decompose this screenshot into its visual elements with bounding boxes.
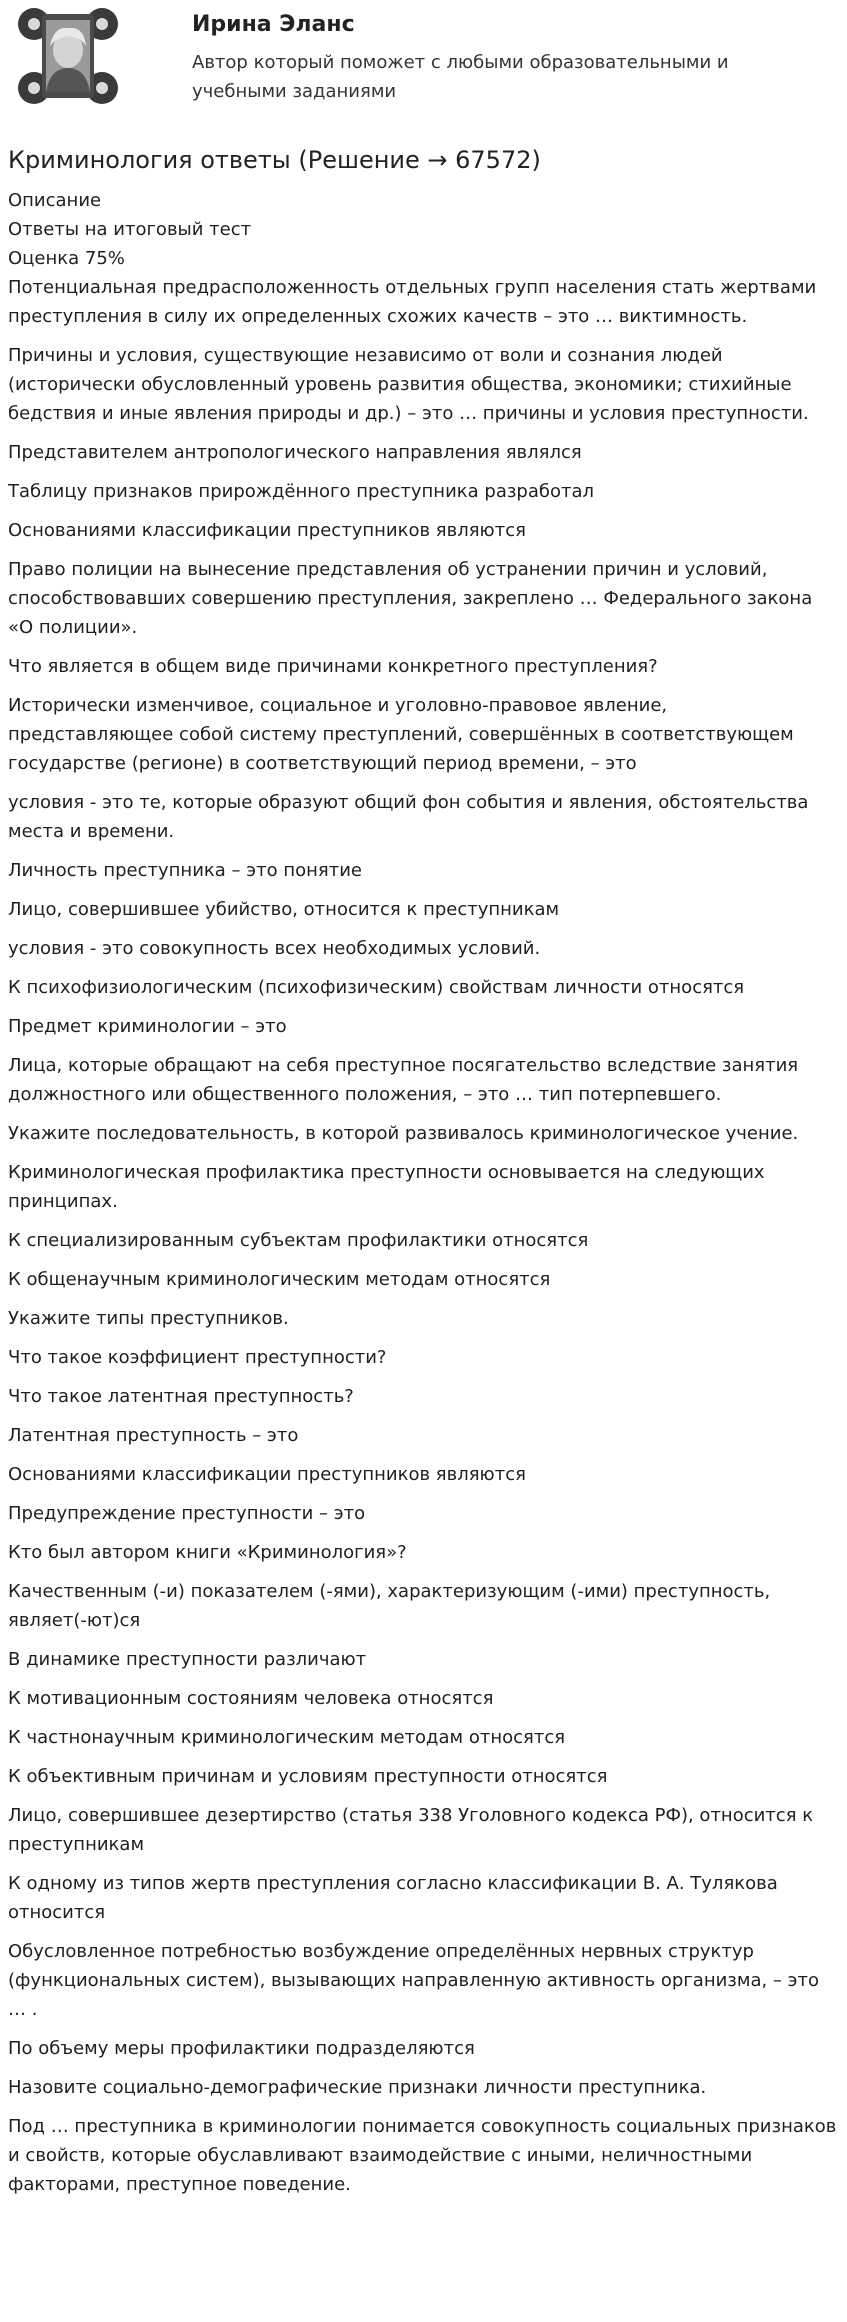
question-item: По объему меры профилактики подразделяются <box>8 2038 475 2059</box>
grade: Оценка 75% <box>8 248 125 269</box>
question-item: Качественным (-и) показателем (-ями), характеризующим (-ими) преступность, являет(-ют)ся <box>8 1581 771 1631</box>
question-item: Лица, которые обращают на себя преступное посягательство вследствие занятия должностного или общественного положения, – это … тип потерпевшего. <box>8 1055 799 1105</box>
author-card <box>8 0 839 140</box>
question-item: Основаниями классификации преступников являются <box>8 520 526 541</box>
question-item: Личность преступника – это понятие <box>8 860 362 881</box>
question-item: Кто был автором книги «Криминология»? <box>8 1542 407 1563</box>
question-item: К общенаучным криминологическим методам относятся <box>8 1269 551 1290</box>
question-item: К мотивационным состояниям человека относятся <box>8 1688 494 1709</box>
question-item: В динамике преступности различают <box>8 1649 367 1670</box>
question-item: Обусловленное потребностью возбуждение определённых нервных структур (функциональных систем), вызывающих направленную активность организма, – это … . <box>8 1941 820 2020</box>
question-item: К психофизиологическим (психофизическим) свойствам личности относятся <box>8 977 745 998</box>
description-text: Ответы на итоговый тест <box>8 219 252 240</box>
article-content <box>8 186 838 2209</box>
author-name: Ирина Эланс <box>192 12 355 37</box>
question-item: Исторически изменчивое, социальное и уголовно-правовое явление, представляющее собой систему преступлений, совершённых в соответствующем государстве (регионе) в соответствующий период времени, – это <box>8 695 794 774</box>
question-item: Основаниями классификации преступников являются <box>8 1464 526 1485</box>
question-item: Латентная преступность – это <box>8 1425 299 1446</box>
question-item: Укажите последовательность, в которой развивалось криминологическое учение. <box>8 1123 799 1144</box>
question-item: К специализированным субъектам профилактики относятся <box>8 1230 589 1251</box>
description-label: Описание <box>8 190 102 211</box>
question-item: Что такое латентная преступность? <box>8 1386 354 1407</box>
question-item: Что такое коэффициент преступности? <box>8 1347 387 1368</box>
question-item: Лицо, совершившее дезертирство (статья 338 Уголовного кодекса РФ), относится к преступникам <box>8 1805 814 1855</box>
question-item: К объективным причинам и условиям преступности относятся <box>8 1766 608 1787</box>
question-item: К частнонаучным криминологическим методам относятся <box>8 1727 566 1748</box>
author-description: Автор который поможет с любыми образовательными и учебными заданиями <box>192 52 729 102</box>
question-item: условия - это совокупность всех необходимых условий. <box>8 938 541 959</box>
question-item: Криминологическая профилактика преступности основывается на следующих принципах. <box>8 1162 765 1212</box>
question-item: Что является в общем виде причинами конкретного преступления? <box>8 656 658 677</box>
question-item: Потенциальная предрасположенность отдельных групп населения стать жертвами преступления в силу их определенных схожих качеств – это … виктимность. <box>8 277 817 327</box>
question-item: Причины и условия, существующие независимо от воли и сознания людей (исторически обусловленный уровень развития общества, экономики; стихийные бедствия и иные явления природы и др.) – это … причины и условия преступности. <box>8 345 809 424</box>
question-item: К одному из типов жертв преступления согласно классификации В. А. Тулякова относится <box>8 1873 778 1923</box>
question-item: Укажите типы преступников. <box>8 1308 289 1329</box>
question-item: Таблицу признаков прирождённого преступника разработал <box>8 481 595 502</box>
question-item: Назовите социально-демографические признаки личности преступника. <box>8 2077 707 2098</box>
page-title: Криминология ответы (Решение → 67572) <box>8 146 541 174</box>
author-avatar <box>16 6 120 106</box>
question-item: Предмет криминологии – это <box>8 1016 287 1037</box>
question-item: Лицо, совершившее убийство, относится к преступникам <box>8 899 560 920</box>
question-item: Право полиции на вынесение представления об устранении причин и условий, способствовавших совершению преступления, закреплено … Федерального закона «О полиции». <box>8 559 813 638</box>
question-item: условия - это те, которые образуют общий фон события и явления, обстоятельства места и времени. <box>8 792 809 842</box>
question-item: Представителем антропологического направления являлся <box>8 442 582 463</box>
question-list <box>8 273 838 2199</box>
question-item: Предупреждение преступности – это <box>8 1503 366 1524</box>
question-item: Под … преступника в криминологии понимается совокупность социальных признаков и свойств, которые обуславливают взаимодействие с иными, неличностными факторами, преступное поведение. <box>8 2116 837 2195</box>
